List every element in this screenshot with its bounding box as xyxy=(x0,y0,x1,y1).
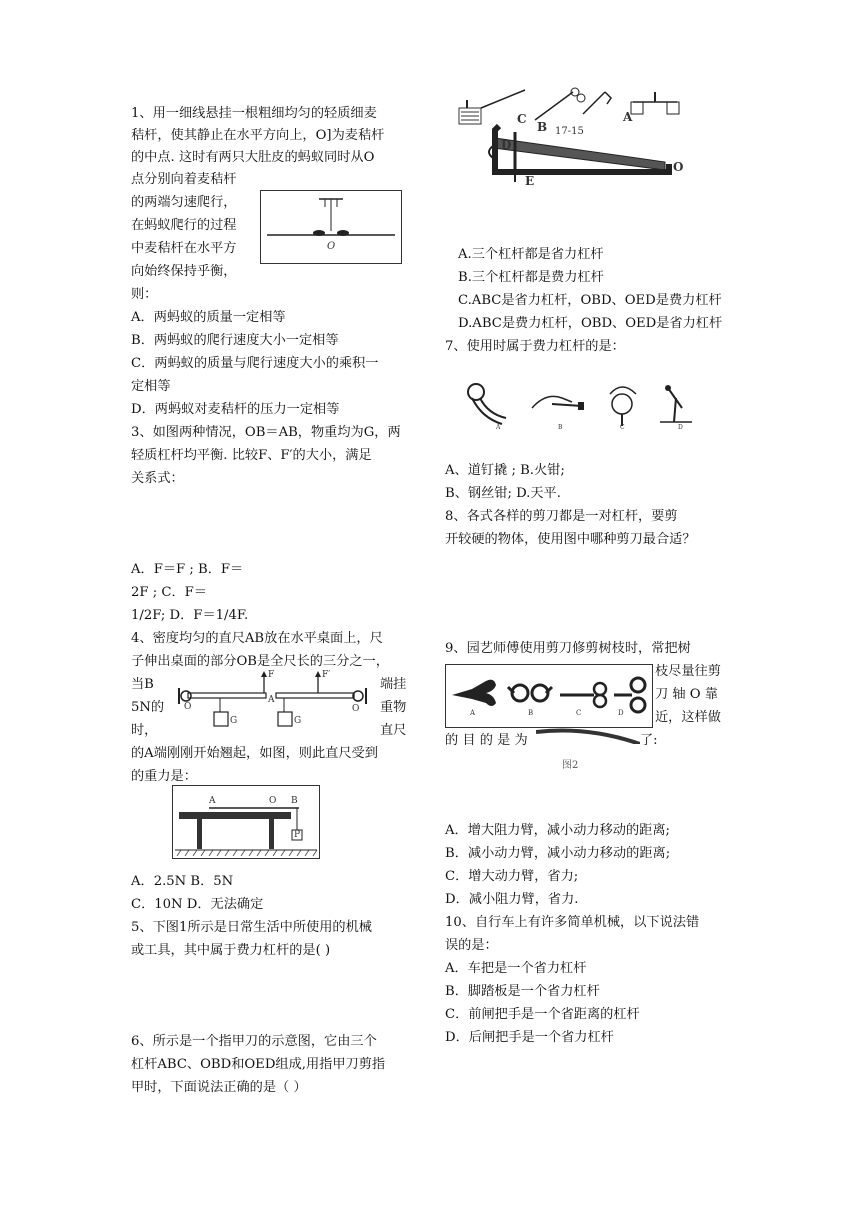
q9-fig-c: C xyxy=(576,709,582,717)
q4-line: 子伸出桌面的部分OB是全尺长的三分之一， xyxy=(131,654,389,669)
q1-line: 秸杆，使其静止在水平方向上，O]为麦秸杆 xyxy=(131,128,385,143)
nail-clipper-figure xyxy=(455,86,695,192)
q4-option: C．10N D．无法确定 xyxy=(131,897,264,912)
q1-line: 点分别向着麦秸杆 xyxy=(131,172,237,187)
q1-line: 1、用一细线悬挂一根粗细均匀的轻质细麦 xyxy=(131,106,377,121)
ruler-label-a: A xyxy=(209,796,216,806)
q8-line: 8、各式各样的剪刀都是一对杠杆，要剪 xyxy=(445,509,678,524)
q9-fig-b: B xyxy=(528,709,534,717)
q1-option: A．两蚂蚁的质量一定相等 xyxy=(131,310,286,325)
q3-option: A．F＝F ; B．F＝ xyxy=(131,562,244,577)
q9-option: B．减小动力臂，减小动力移动的距离; xyxy=(445,846,671,861)
q4-option: A．2.5N B．5N xyxy=(131,874,234,889)
q7-tools-figure xyxy=(462,378,700,434)
q5-line: 5、下图1所示是日常生活中所使用的机械 xyxy=(131,920,372,935)
q6-line: 6、所示是一个指甲刀的示意图，它由三个 xyxy=(131,1034,377,1049)
lever-label-g: G xyxy=(230,716,238,726)
q4-wrap-right: 端挂 xyxy=(380,677,407,692)
q6-option: C.ABC是省力杠杆，OBD、OED是费力杠杆 xyxy=(458,293,722,308)
q4-wrap-left: 当B xyxy=(131,677,154,692)
ruler-label-b: B xyxy=(291,796,298,806)
q4-tail: 的A端刚刚开始翘起，如图，则此直尺受到 xyxy=(131,746,378,761)
nail-label-code: 17-15 xyxy=(555,126,584,137)
lever-label-a: A xyxy=(268,695,275,705)
q1-line: 则： xyxy=(131,287,158,302)
q10-option: D．后闸把手是一个省力杠杆 xyxy=(445,1030,614,1045)
q10-line: 10、自行车上有许多简单机械，以下说法错 xyxy=(445,915,700,930)
q7-fig-c: C xyxy=(620,424,625,431)
q9-fig-d: D xyxy=(618,709,624,717)
q3-line: 关系式： xyxy=(131,471,184,486)
q7-fig-a: A xyxy=(496,424,501,431)
q6-option: A.三个杠杆都是省力杠杆 xyxy=(458,247,604,262)
nail-label-o: O xyxy=(673,160,684,174)
q6-line: 杠杆ABC、OBD和OED组成,用指甲刀剪指 xyxy=(131,1057,386,1072)
q9-last-right: 了: xyxy=(640,733,658,748)
fig-label-o: O xyxy=(327,241,336,252)
nail-label-e: E xyxy=(525,174,535,188)
q9-wrap-right: 近，这样做 xyxy=(655,710,721,725)
q10-option: B．脚踏板是一个省力杠杆 xyxy=(445,984,600,999)
q5-line: 或工具，其中属于费力杠杆的是( ) xyxy=(131,943,331,958)
lever-pair-figure xyxy=(176,668,376,734)
q4-wrap-right: 直尺 xyxy=(380,723,407,738)
q9-option: C．增大动力臂，省力; xyxy=(445,869,579,884)
nail-label-c: C xyxy=(517,112,527,126)
q7-title: 7、使用时属于费力杠杆的是： xyxy=(445,339,625,354)
q4-tail: 的重力是： xyxy=(131,769,197,784)
ruler-label-p: P xyxy=(294,830,301,840)
q1-option: C．两蚂蚁的质量与爬行速度大小的乘积一 xyxy=(131,356,379,371)
q3-line: 轻质杠杆均平衡. 比较F、F′的大小，满足 xyxy=(131,448,372,463)
q1-line: 向始终保持乎衡， xyxy=(131,264,237,279)
q10-option: C．前闸把手是一个省距离的杠杆 xyxy=(445,1007,640,1022)
q4-line: 4、密度均匀的直尺AB放在水平桌面上，尺 xyxy=(131,631,383,646)
q1-line: 的中点. 这时有两只大肚皮的蚂蚁同时从O xyxy=(131,150,375,165)
q1-line: 中麦秸杆在水平方 xyxy=(131,241,237,256)
q3-line: 3、如图两种情况，OB＝AB，物重均为G，两 xyxy=(131,425,401,440)
q1-option: D．两蚂蚁对麦秸杆的压力一定相等 xyxy=(131,402,340,417)
q4-wrap-left: 5N的 xyxy=(131,700,165,715)
q4-wrap-left: 时， xyxy=(131,723,158,738)
lever-label-o2: O xyxy=(352,704,360,714)
q10-option: A．车把是一个省力杠杆 xyxy=(445,961,587,976)
lever-label-f-prime: F′ xyxy=(322,670,331,680)
q6-option: D.ABC是费力杠杆，OBD、OED是省力杠杆 xyxy=(458,316,723,331)
q9-option: D．减小阻力臂，省力. xyxy=(445,892,579,907)
q9-first: 9、园艺师傅使用剪刀修剪树枝时，常把树 xyxy=(445,641,691,656)
q7-fig-d: D xyxy=(678,424,683,431)
ruler-table-figure xyxy=(172,785,320,859)
q1-option: B．两蚂蚁的爬行速度大小一定相等 xyxy=(131,333,339,348)
q3-option: 1/2F; D．F＝1/4F. xyxy=(131,608,249,623)
q7-fig-b: B xyxy=(558,424,563,431)
q7-option: A、道钉撬 ; B.火钳; xyxy=(445,463,565,478)
nail-label-b: B xyxy=(537,120,548,134)
q7-option: B、钢丝钳; D.天平. xyxy=(445,486,561,501)
q9-option: A．增大阻力臂，减小动力移动的距离; xyxy=(445,823,670,838)
q3-option: 2F ; C．F＝ xyxy=(131,585,207,600)
lever-label-o: O xyxy=(184,702,192,712)
q9-fig-a: A xyxy=(470,709,476,717)
q6-line: 甲时，下面说法正确的是（ ） xyxy=(131,1080,307,1095)
q10-line: 误的是： xyxy=(445,938,498,953)
figure-artifact xyxy=(536,726,640,744)
q9-wrap-right: 刀 轴 O 靠 xyxy=(655,687,718,702)
ruler-label-o: O xyxy=(269,796,277,806)
nail-label-d: D xyxy=(501,138,512,152)
figure-2-caption: 图2 xyxy=(562,760,579,771)
q1-line: 在蚂蚁爬行的过程 xyxy=(131,218,237,233)
q9-wrap-right: 枝尽量往剪 xyxy=(655,664,721,679)
q4-wrap-right: 重物 xyxy=(380,700,407,715)
q6-option: B.三个杠杆都是费力杠杆 xyxy=(458,270,604,285)
q8-line: 开较硬的物体，使用图中哪种剪刀最合适？ xyxy=(445,532,696,547)
nail-label-a: A xyxy=(623,110,633,124)
straw-balance-figure xyxy=(260,190,402,264)
q1-option: 定相等 xyxy=(131,379,171,394)
lever-label-g2: G xyxy=(294,716,302,726)
q1-line: 的两端匀速爬行， xyxy=(131,195,237,210)
scissors-figure xyxy=(445,664,653,728)
lever-label-f: F xyxy=(268,670,275,680)
q9-last-left: 的 目 的 是 为 xyxy=(445,733,528,748)
